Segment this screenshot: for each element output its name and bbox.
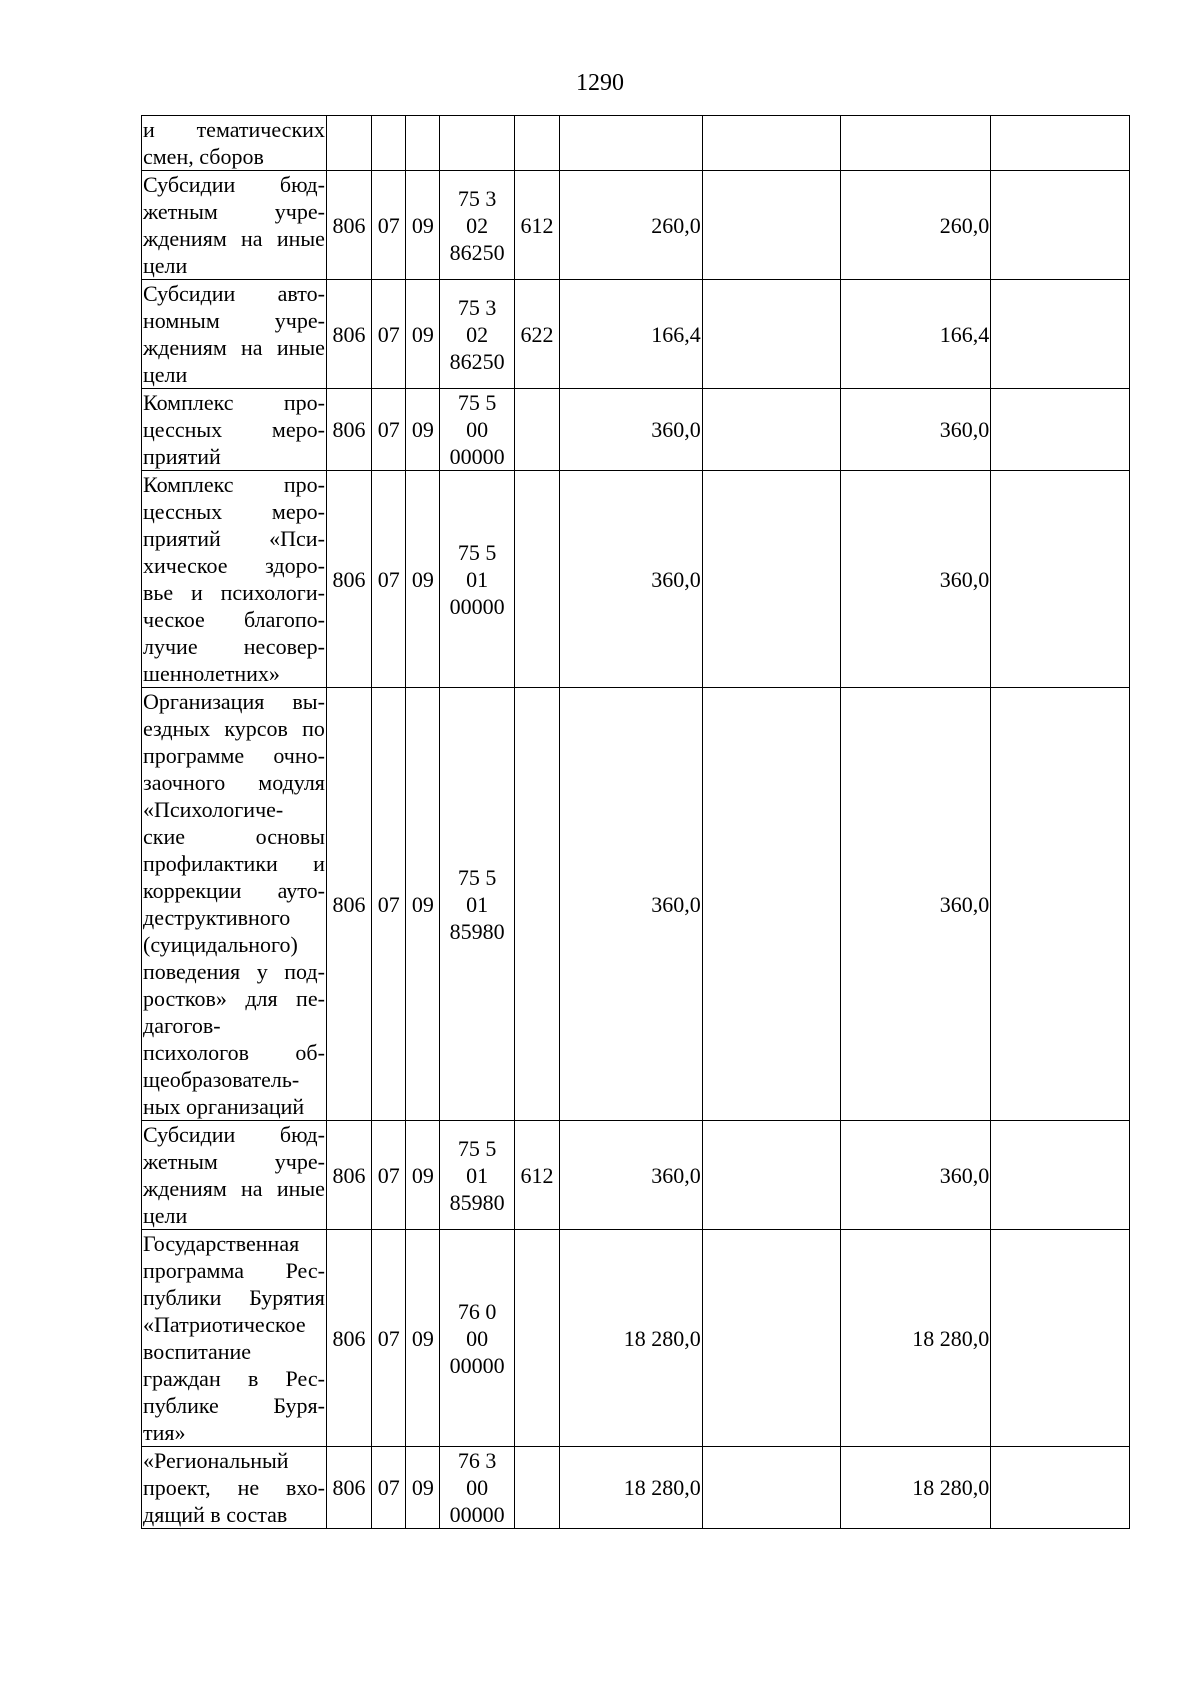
item-name-line: ждениям на иные	[143, 335, 325, 360]
total-amount-cell: 360,0	[841, 1121, 991, 1230]
item-name-line: цессных меро-	[143, 499, 325, 524]
item-name-line: ждениям на иные	[143, 1176, 325, 1201]
item-name-line: Комплекс про-	[143, 472, 325, 497]
item-name-line: публики Бурятия	[143, 1285, 325, 1310]
target-article-line: 00000	[449, 444, 505, 469]
extra-amount-cell	[702, 1121, 841, 1230]
subsection-code-cell	[406, 116, 440, 171]
item-name-cell	[142, 1447, 327, 1529]
target-article-line: 75 3	[457, 294, 497, 320]
extra-amount-cell	[702, 688, 841, 1121]
item-name-line: проект, не вхо-	[143, 1475, 325, 1500]
ministry-code-cell: 806	[326, 389, 371, 471]
item-name-line: коррекции ауто-	[143, 878, 325, 903]
expense-type-cell	[514, 471, 559, 688]
item-name-line: тия»	[143, 1420, 186, 1445]
extra-amount-cell	[702, 1230, 841, 1447]
target-article-line: 75 5	[457, 390, 497, 415]
item-name-line: Субсидии бюд-	[143, 172, 325, 197]
last-column-cell	[991, 280, 1130, 389]
item-name-line: хическое здоро-	[143, 553, 325, 578]
target-article-line: 01	[466, 891, 489, 917]
amount-cell: 18 280,0	[560, 1230, 703, 1447]
ministry-code-cell: 806	[326, 1230, 371, 1447]
table-row	[142, 171, 1130, 280]
target-article-line: 86250	[449, 348, 505, 374]
item-name-line: щеобразователь-	[143, 1067, 300, 1092]
ministry-code-cell	[326, 116, 371, 171]
item-name-line: деструктивного	[143, 905, 291, 930]
target-article-cell	[440, 171, 514, 280]
subsection-code-cell: 09	[406, 389, 440, 471]
target-article-line: 75 3	[457, 185, 497, 211]
item-name-line: «Региональный	[143, 1448, 289, 1473]
item-name-line: ские основы	[143, 824, 325, 849]
target-article-line: 76 0	[457, 1298, 497, 1324]
item-name-line: вье и психологи-	[143, 580, 325, 605]
extra-amount-cell	[702, 389, 841, 471]
ministry-code-cell: 806	[326, 1447, 371, 1529]
target-article-line: 85980	[449, 1189, 505, 1215]
extra-amount-cell	[702, 171, 841, 280]
total-amount-cell: 360,0	[841, 389, 991, 471]
target-article-line: 00	[466, 1325, 489, 1351]
item-name-line: цели	[143, 362, 188, 387]
subsection-code-cell: 09	[406, 1230, 440, 1447]
last-column-cell	[991, 389, 1130, 471]
item-name-line: психологов об-	[143, 1040, 325, 1065]
target-article-line: 00000	[449, 1352, 505, 1378]
item-name-line: Субсидии авто-	[143, 281, 325, 306]
target-article-cell	[440, 1230, 514, 1447]
last-column-cell	[991, 688, 1130, 1121]
item-name-line: поведения у под-	[143, 959, 325, 984]
section-code-cell: 07	[372, 1121, 406, 1230]
section-code-cell: 07	[372, 1230, 406, 1447]
item-name-line: Государственная	[143, 1231, 300, 1256]
extra-amount-cell	[702, 1447, 841, 1529]
target-article-line: 00	[466, 417, 489, 442]
table-row	[142, 1121, 1130, 1230]
item-name-cell	[142, 280, 327, 389]
amount-cell: 18 280,0	[560, 1447, 703, 1529]
total-amount-cell: 360,0	[841, 471, 991, 688]
total-amount-cell	[841, 116, 991, 171]
item-name-line: жетным учре-	[143, 199, 325, 224]
total-amount-cell: 166,4	[841, 280, 991, 389]
subsection-code-cell: 09	[406, 280, 440, 389]
item-name-cell	[142, 171, 327, 280]
item-name-line: Организация вы-	[143, 689, 325, 714]
section-code-cell: 07	[372, 171, 406, 280]
section-code-cell: 07	[372, 389, 406, 471]
expense-type-cell	[514, 116, 559, 171]
expense-type-cell	[514, 688, 559, 1121]
amount-cell: 360,0	[560, 688, 703, 1121]
item-name-line: приятий	[143, 444, 221, 469]
target-article-cell	[440, 688, 514, 1121]
item-name-line: ческое благопо-	[143, 607, 325, 632]
budget-table-body	[142, 116, 1130, 1529]
ministry-code-cell: 806	[326, 688, 371, 1121]
expense-type-cell	[514, 389, 559, 471]
subsection-code-cell: 09	[406, 688, 440, 1121]
subsection-code-cell: 09	[406, 171, 440, 280]
item-name-line: цели	[143, 253, 188, 278]
item-name-line: публике Буря-	[143, 1393, 325, 1418]
last-column-cell	[991, 471, 1130, 688]
item-name-cell	[142, 116, 327, 171]
target-article-line: 75 5	[457, 1135, 497, 1161]
item-name-line: воспитание	[143, 1339, 252, 1364]
expense-type-cell: 612	[514, 1121, 559, 1230]
amount-cell: 360,0	[560, 1121, 703, 1230]
item-name-line: дящий в состав	[143, 1502, 288, 1527]
item-name-line: граждан в Рес-	[143, 1366, 325, 1391]
amount-cell	[560, 116, 703, 171]
extra-amount-cell	[702, 471, 841, 688]
target-article-line: 86250	[449, 239, 505, 265]
total-amount-cell: 18 280,0	[841, 1447, 991, 1529]
table-row	[142, 1230, 1130, 1447]
item-name-line: и тематических	[143, 117, 325, 142]
amount-cell: 360,0	[560, 389, 703, 471]
item-name-line: программе очно-	[143, 743, 325, 768]
item-name-line: ждениям на иные	[143, 226, 325, 251]
item-name-cell	[142, 389, 327, 471]
ministry-code-cell: 806	[326, 171, 371, 280]
target-article-line: 01	[466, 566, 489, 592]
table-row	[142, 116, 1130, 171]
extra-amount-cell	[702, 280, 841, 389]
total-amount-cell: 260,0	[841, 171, 991, 280]
page-number: 1290	[576, 70, 624, 96]
expense-type-cell: 612	[514, 171, 559, 280]
item-name-cell	[142, 1230, 327, 1447]
subsection-code-cell: 09	[406, 471, 440, 688]
item-name-line: программа Рес-	[143, 1258, 325, 1283]
target-article-cell	[440, 389, 514, 471]
target-article-line: 02	[466, 212, 489, 238]
item-name-cell	[142, 471, 327, 688]
section-code-cell: 07	[372, 1447, 406, 1529]
item-name-line: Комплекс про-	[143, 390, 325, 415]
section-code-cell	[372, 116, 406, 171]
item-name-line: ездных курсов по	[143, 716, 325, 741]
ministry-code-cell: 806	[326, 471, 371, 688]
target-article-line: 85980	[449, 918, 505, 944]
item-name-line: лучие несовер-	[143, 634, 325, 659]
subsection-code-cell: 09	[406, 1447, 440, 1529]
item-name-line: смен, сборов	[143, 144, 264, 169]
section-code-cell: 07	[372, 280, 406, 389]
amount-cell: 166,4	[560, 280, 703, 389]
target-article-line: 01	[466, 1162, 489, 1188]
ministry-code-cell: 806	[326, 280, 371, 389]
table-row	[142, 389, 1130, 471]
item-name-line: ных организаций	[143, 1094, 305, 1119]
amount-cell: 260,0	[560, 171, 703, 280]
target-article-line: 00000	[449, 593, 505, 619]
total-amount-cell: 18 280,0	[841, 1230, 991, 1447]
item-name-line: «Психологиче-	[143, 797, 284, 822]
target-article-cell	[440, 280, 514, 389]
target-article-line: 00000	[449, 1502, 505, 1527]
target-article-line: 02	[466, 321, 489, 347]
section-code-cell: 07	[372, 471, 406, 688]
target-article-cell	[440, 1447, 514, 1529]
item-name-line: заочного модуля	[143, 770, 325, 795]
extra-amount-cell	[702, 116, 841, 171]
last-column-cell	[991, 1121, 1130, 1230]
item-name-line: номным учре-	[143, 308, 325, 333]
table-row	[142, 1447, 1130, 1529]
item-name-line: (суицидального)	[143, 932, 298, 957]
item-name-cell	[142, 688, 327, 1121]
expense-type-cell	[514, 1230, 559, 1447]
last-column-cell	[991, 1447, 1130, 1529]
target-article-line: 75 5	[457, 864, 497, 890]
item-name-line: ростков» для пе-	[143, 986, 325, 1011]
item-name-line: цессных меро-	[143, 417, 325, 442]
target-article-line: 76 3	[457, 1448, 497, 1473]
total-amount-cell: 360,0	[841, 688, 991, 1121]
target-article-cell	[440, 471, 514, 688]
last-column-cell	[991, 1230, 1130, 1447]
item-name-line: шеннолетних»	[143, 661, 280, 686]
expense-type-cell: 622	[514, 280, 559, 389]
item-name-line: цели	[143, 1203, 188, 1228]
table-row	[142, 280, 1130, 389]
section-code-cell: 07	[372, 688, 406, 1121]
amount-cell: 360,0	[560, 471, 703, 688]
item-name-line: жетным учре-	[143, 1149, 325, 1174]
item-name-cell	[142, 1121, 327, 1230]
target-article-cell	[440, 1121, 514, 1230]
table-row	[142, 688, 1130, 1121]
target-article-cell	[440, 116, 514, 171]
last-column-cell	[991, 116, 1130, 171]
item-name-line: Субсидии бюд-	[143, 1122, 325, 1147]
target-article-line: 75 5	[457, 539, 497, 565]
table-row	[142, 471, 1130, 688]
subsection-code-cell: 09	[406, 1121, 440, 1230]
last-column-cell	[991, 171, 1130, 280]
target-article-line: 00	[466, 1475, 489, 1500]
expense-type-cell	[514, 1447, 559, 1529]
item-name-line: «Патриотическое	[143, 1312, 306, 1337]
item-name-line: дагогов-	[143, 1013, 221, 1038]
item-name-line: приятий «Пси-	[143, 526, 325, 551]
item-name-line: профилактики и	[143, 851, 325, 876]
budget-table	[141, 115, 1130, 1529]
ministry-code-cell: 806	[326, 1121, 371, 1230]
